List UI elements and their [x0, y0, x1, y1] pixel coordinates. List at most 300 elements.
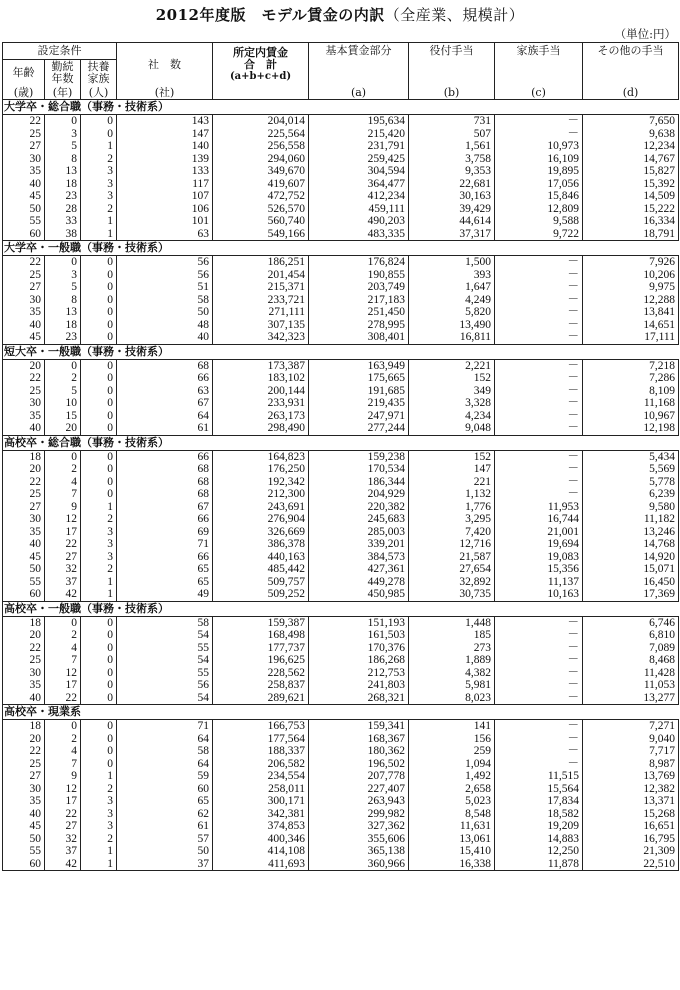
companies-cell: 66: [117, 551, 213, 564]
position-cell: 4,234: [409, 410, 495, 423]
position-cell: 30,735: [409, 588, 495, 601]
age-cell: 30: [3, 153, 45, 166]
dependents-cell: 0: [81, 450, 117, 463]
other-cell: 9,040: [583, 733, 679, 746]
dependents-cell: 0: [81, 385, 117, 398]
family-cell: －: [495, 654, 583, 667]
basic-cell: 490,203: [309, 215, 409, 228]
total-cell: 509,757: [213, 576, 309, 589]
other-cell: 12,198: [583, 422, 679, 435]
age-cell: 22: [3, 115, 45, 128]
companies-cell: 55: [117, 667, 213, 680]
table-row: [3, 667, 679, 680]
basic-cell: 203,749: [309, 281, 409, 294]
age-cell: 25: [3, 269, 45, 282]
table-row: [3, 306, 679, 319]
other-cell: 16,795: [583, 833, 679, 846]
family-cell: 21,001: [495, 526, 583, 539]
family-cell: 19,209: [495, 820, 583, 833]
total-cell: 215,371: [213, 281, 309, 294]
unit-c: (c): [495, 86, 583, 100]
age-cell: 20: [3, 629, 45, 642]
companies-cell: 139: [117, 153, 213, 166]
basic-cell: 186,268: [309, 654, 409, 667]
position-cell: 1,492: [409, 770, 495, 783]
table-row: [3, 269, 679, 282]
age-cell: 25: [3, 128, 45, 141]
dependents-cell: 0: [81, 463, 117, 476]
companies-cell: 143: [117, 115, 213, 128]
table-row: [3, 115, 679, 128]
family-cell: －: [495, 410, 583, 423]
companies-cell: 71: [117, 720, 213, 733]
position-cell: 30,163: [409, 190, 495, 203]
position-cell: 152: [409, 372, 495, 385]
other-cell: 13,841: [583, 306, 679, 319]
section-title: 高校卒・一般職（事務・技術系）: [3, 601, 679, 616]
other-cell: 14,920: [583, 551, 679, 564]
age-cell: 18: [3, 450, 45, 463]
tenure-cell: 15: [45, 410, 81, 423]
companies-cell: 64: [117, 410, 213, 423]
total-cell: 440,163: [213, 551, 309, 564]
companies-cell: 65: [117, 576, 213, 589]
position-cell: 27,654: [409, 563, 495, 576]
position-cell: 9,353: [409, 165, 495, 178]
age-cell: 18: [3, 616, 45, 629]
age-cell: 22: [3, 642, 45, 655]
header-position-spacer: [409, 60, 495, 87]
position-cell: 1,561: [409, 140, 495, 153]
tenure-cell: 4: [45, 476, 81, 489]
age-cell: 25: [3, 488, 45, 501]
dependents-cell: 0: [81, 642, 117, 655]
dependents-cell: 0: [81, 115, 117, 128]
position-cell: 4,382: [409, 667, 495, 680]
table-row: [3, 629, 679, 642]
tenure-cell: 18: [45, 319, 81, 332]
tenure-cell: 4: [45, 745, 81, 758]
companies-cell: 67: [117, 501, 213, 514]
unit-total-spacer: [213, 86, 309, 100]
position-cell: 2,221: [409, 359, 495, 372]
dependents-cell: 1: [81, 140, 117, 153]
tenure-cell: 9: [45, 770, 81, 783]
companies-cell: 54: [117, 692, 213, 705]
family-cell: －: [495, 372, 583, 385]
companies-cell: 58: [117, 745, 213, 758]
other-cell: 8,468: [583, 654, 679, 667]
position-cell: 1,889: [409, 654, 495, 667]
age-cell: 20: [3, 733, 45, 746]
basic-cell: 231,791: [309, 140, 409, 153]
age-cell: 18: [3, 720, 45, 733]
tenure-cell: 22: [45, 538, 81, 551]
position-cell: 1,647: [409, 281, 495, 294]
dependents-cell: 0: [81, 488, 117, 501]
tenure-cell: 0: [45, 256, 81, 269]
family-cell: 14,883: [495, 833, 583, 846]
other-cell: 15,071: [583, 563, 679, 576]
table-row: [3, 538, 679, 551]
other-cell: 13,769: [583, 770, 679, 783]
tenure-cell: 37: [45, 576, 81, 589]
other-cell: 8,987: [583, 758, 679, 771]
table-body: [3, 100, 679, 871]
other-cell: 16,334: [583, 215, 679, 228]
dependents-cell: 0: [81, 294, 117, 307]
family-cell: －: [495, 758, 583, 771]
age-cell: 45: [3, 190, 45, 203]
companies-cell: 68: [117, 488, 213, 501]
companies-cell: 69: [117, 526, 213, 539]
dependents-cell: 0: [81, 359, 117, 372]
table-row: [3, 770, 679, 783]
table-row: [3, 372, 679, 385]
companies-cell: 63: [117, 228, 213, 241]
total-cell: 298,490: [213, 422, 309, 435]
other-cell: 6,239: [583, 488, 679, 501]
companies-cell: 54: [117, 629, 213, 642]
family-cell: －: [495, 679, 583, 692]
age-cell: 25: [3, 654, 45, 667]
family-cell: 9,722: [495, 228, 583, 241]
table-row: [3, 178, 679, 191]
dependents-cell: 0: [81, 269, 117, 282]
tenure-cell: 2: [45, 372, 81, 385]
basic-cell: 277,244: [309, 422, 409, 435]
basic-cell: 219,435: [309, 397, 409, 410]
age-cell: 25: [3, 385, 45, 398]
dependents-cell: 0: [81, 745, 117, 758]
family-cell: 16,744: [495, 513, 583, 526]
other-cell: 12,288: [583, 294, 679, 307]
total-cell: 206,582: [213, 758, 309, 771]
table-row: [3, 733, 679, 746]
companies-cell: 68: [117, 463, 213, 476]
family-cell: 19,083: [495, 551, 583, 564]
total-cell: 485,442: [213, 563, 309, 576]
companies-cell: 60: [117, 783, 213, 796]
tenure-cell: 17: [45, 526, 81, 539]
table-row: [3, 476, 679, 489]
family-cell: 9,588: [495, 215, 583, 228]
total-cell: 204,014: [213, 115, 309, 128]
basic-cell: 304,594: [309, 165, 409, 178]
position-cell: 185: [409, 629, 495, 642]
position-cell: 156: [409, 733, 495, 746]
basic-cell: 263,943: [309, 795, 409, 808]
tenure-cell: 3: [45, 128, 81, 141]
header-total: [213, 43, 309, 87]
companies-cell: 40: [117, 331, 213, 344]
position-cell: 5,820: [409, 306, 495, 319]
table-row: [3, 642, 679, 655]
total-cell: 176,250: [213, 463, 309, 476]
other-cell: 17,369: [583, 588, 679, 601]
dependents-cell: 1: [81, 215, 117, 228]
dependents-cell: 2: [81, 783, 117, 796]
header-family-allowance: 家族手当: [495, 43, 583, 60]
other-cell: 15,222: [583, 203, 679, 216]
total-cell: 419,607: [213, 178, 309, 191]
companies-cell: 59: [117, 770, 213, 783]
position-cell: 37,317: [409, 228, 495, 241]
section-header: [3, 100, 679, 115]
family-cell: 19,694: [495, 538, 583, 551]
position-cell: 1,776: [409, 501, 495, 514]
table-row: [3, 190, 679, 203]
table-row: [3, 795, 679, 808]
total-cell: 263,173: [213, 410, 309, 423]
family-cell: －: [495, 463, 583, 476]
basic-cell: 191,685: [309, 385, 409, 398]
section-header: [3, 241, 679, 256]
dependents-cell: 0: [81, 256, 117, 269]
basic-cell: 204,929: [309, 488, 409, 501]
position-cell: 1,500: [409, 256, 495, 269]
tenure-cell: 13: [45, 306, 81, 319]
tenure-cell: 8: [45, 153, 81, 166]
dependents-cell: 0: [81, 758, 117, 771]
dependents-cell: 0: [81, 410, 117, 423]
dependents-cell: 3: [81, 526, 117, 539]
table-row: [3, 140, 679, 153]
basic-cell: 364,477: [309, 178, 409, 191]
dependents-cell: 1: [81, 845, 117, 858]
position-cell: 8,548: [409, 808, 495, 821]
dependents-cell: 0: [81, 733, 117, 746]
position-cell: 349: [409, 385, 495, 398]
tenure-cell: 20: [45, 422, 81, 435]
basic-cell: 159,238: [309, 450, 409, 463]
family-cell: 17,834: [495, 795, 583, 808]
age-cell: 25: [3, 758, 45, 771]
total-cell: 276,904: [213, 513, 309, 526]
family-cell: 10,973: [495, 140, 583, 153]
family-cell: 11,515: [495, 770, 583, 783]
tenure-cell: 23: [45, 190, 81, 203]
tenure-cell: 7: [45, 654, 81, 667]
other-cell: 21,309: [583, 845, 679, 858]
other-cell: 7,650: [583, 115, 679, 128]
age-cell: 60: [3, 588, 45, 601]
basic-cell: 268,321: [309, 692, 409, 705]
age-cell: 35: [3, 795, 45, 808]
total-cell: 386,378: [213, 538, 309, 551]
total-cell: 526,570: [213, 203, 309, 216]
basic-cell: 241,803: [309, 679, 409, 692]
tenure-cell: 22: [45, 692, 81, 705]
companies-cell: 66: [117, 450, 213, 463]
other-cell: 7,926: [583, 256, 679, 269]
dependents-cell: 1: [81, 770, 117, 783]
companies-cell: 56: [117, 679, 213, 692]
other-cell: 10,206: [583, 269, 679, 282]
tenure-cell: 28: [45, 203, 81, 216]
basic-cell: 207,778: [309, 770, 409, 783]
table-row: [3, 833, 679, 846]
total-cell: 177,737: [213, 642, 309, 655]
tenure-cell: 12: [45, 513, 81, 526]
position-cell: 3,758: [409, 153, 495, 166]
basic-cell: 159,341: [309, 720, 409, 733]
total-cell: 183,102: [213, 372, 309, 385]
position-cell: 7,420: [409, 526, 495, 539]
other-cell: 13,277: [583, 692, 679, 705]
basic-cell: 251,450: [309, 306, 409, 319]
age-cell: 50: [3, 833, 45, 846]
other-cell: 11,053: [583, 679, 679, 692]
position-cell: 11,631: [409, 820, 495, 833]
companies-cell: 117: [117, 178, 213, 191]
section-header: [3, 435, 679, 450]
dependents-cell: 2: [81, 153, 117, 166]
age-cell: 22: [3, 476, 45, 489]
total-cell: 342,381: [213, 808, 309, 821]
title-scope: （全産業、規模計）: [384, 6, 525, 24]
total-cell: 200,144: [213, 385, 309, 398]
table-row: [3, 165, 679, 178]
other-cell: 9,638: [583, 128, 679, 141]
position-cell: 15,410: [409, 845, 495, 858]
other-cell: 10,967: [583, 410, 679, 423]
dependents-cell: 3: [81, 820, 117, 833]
table-row: [3, 679, 679, 692]
dependents-cell: 1: [81, 858, 117, 871]
dependents-cell: 2: [81, 833, 117, 846]
total-cell: 326,669: [213, 526, 309, 539]
dependents-cell: 0: [81, 128, 117, 141]
other-cell: 11,428: [583, 667, 679, 680]
dependents-cell: 1: [81, 228, 117, 241]
companies-cell: 68: [117, 359, 213, 372]
dependents-cell: 0: [81, 422, 117, 435]
tenure-cell: 0: [45, 359, 81, 372]
companies-cell: 55: [117, 642, 213, 655]
dependents-cell: 1: [81, 501, 117, 514]
companies-cell: 140: [117, 140, 213, 153]
model-wage-table: [2, 42, 679, 871]
companies-cell: 107: [117, 190, 213, 203]
dependents-cell: 2: [81, 203, 117, 216]
dependents-cell: 0: [81, 667, 117, 680]
family-cell: －: [495, 667, 583, 680]
basic-cell: 186,344: [309, 476, 409, 489]
tenure-cell: 2: [45, 733, 81, 746]
dependents-cell: 3: [81, 538, 117, 551]
family-cell: 10,163: [495, 588, 583, 601]
companies-cell: 147: [117, 128, 213, 141]
table-row: [3, 563, 679, 576]
table-row: [3, 501, 679, 514]
unit-a: (a): [309, 86, 409, 100]
family-cell: －: [495, 319, 583, 332]
position-cell: 273: [409, 642, 495, 655]
table-row: [3, 256, 679, 269]
dependents-cell: 3: [81, 795, 117, 808]
position-cell: 5,981: [409, 679, 495, 692]
dependents-cell: 0: [81, 476, 117, 489]
tenure-cell: 10: [45, 397, 81, 410]
companies-cell: 50: [117, 845, 213, 858]
table-row: [3, 720, 679, 733]
family-cell: 15,846: [495, 190, 583, 203]
age-cell: 40: [3, 422, 45, 435]
age-cell: 35: [3, 306, 45, 319]
table-row: [3, 128, 679, 141]
position-cell: 16,338: [409, 858, 495, 871]
position-cell: 141: [409, 720, 495, 733]
other-cell: 8,109: [583, 385, 679, 398]
total-cell: 188,337: [213, 745, 309, 758]
companies-cell: 63: [117, 385, 213, 398]
position-cell: 1,448: [409, 616, 495, 629]
dependents-cell: 0: [81, 616, 117, 629]
age-cell: 50: [3, 563, 45, 576]
header-total-formula: (a+b+c+d): [229, 70, 292, 82]
family-cell: 15,356: [495, 563, 583, 576]
total-cell: 201,454: [213, 269, 309, 282]
basic-cell: 190,855: [309, 269, 409, 282]
age-cell: 30: [3, 294, 45, 307]
family-cell: 11,953: [495, 501, 583, 514]
basic-cell: 247,971: [309, 410, 409, 423]
basic-cell: 308,401: [309, 331, 409, 344]
position-cell: 13,061: [409, 833, 495, 846]
other-cell: 7,089: [583, 642, 679, 655]
table-row: [3, 331, 679, 344]
dependents-cell: 0: [81, 720, 117, 733]
basic-cell: 450,985: [309, 588, 409, 601]
dependents-cell: 1: [81, 588, 117, 601]
position-cell: 507: [409, 128, 495, 141]
companies-cell: 50: [117, 306, 213, 319]
position-cell: 3,328: [409, 397, 495, 410]
basic-cell: 459,111: [309, 203, 409, 216]
other-cell: 16,450: [583, 576, 679, 589]
other-cell: 11,168: [583, 397, 679, 410]
dependents-cell: 0: [81, 372, 117, 385]
basic-cell: 339,201: [309, 538, 409, 551]
header-total-line1: 所定内賃金: [233, 45, 289, 59]
position-cell: 9,048: [409, 422, 495, 435]
table-row: [3, 692, 679, 705]
other-cell: 15,827: [583, 165, 679, 178]
table-row: [3, 576, 679, 589]
family-cell: －: [495, 733, 583, 746]
unit-tenure: (年): [45, 86, 81, 100]
unit-age: (歳): [3, 86, 45, 100]
total-cell: 509,252: [213, 588, 309, 601]
basic-cell: 212,753: [309, 667, 409, 680]
family-cell: 15,564: [495, 783, 583, 796]
total-cell: 173,387: [213, 359, 309, 372]
header-total-line2: 合 計: [244, 57, 278, 71]
basic-cell: 163,949: [309, 359, 409, 372]
age-cell: 45: [3, 820, 45, 833]
family-cell: －: [495, 642, 583, 655]
companies-cell: 37: [117, 858, 213, 871]
tenure-cell: 2: [45, 463, 81, 476]
table-row: [3, 588, 679, 601]
total-cell: 349,670: [213, 165, 309, 178]
basic-cell: 278,995: [309, 319, 409, 332]
companies-cell: 101: [117, 215, 213, 228]
table-row: [3, 463, 679, 476]
tenure-cell: 0: [45, 616, 81, 629]
position-cell: 1,094: [409, 758, 495, 771]
